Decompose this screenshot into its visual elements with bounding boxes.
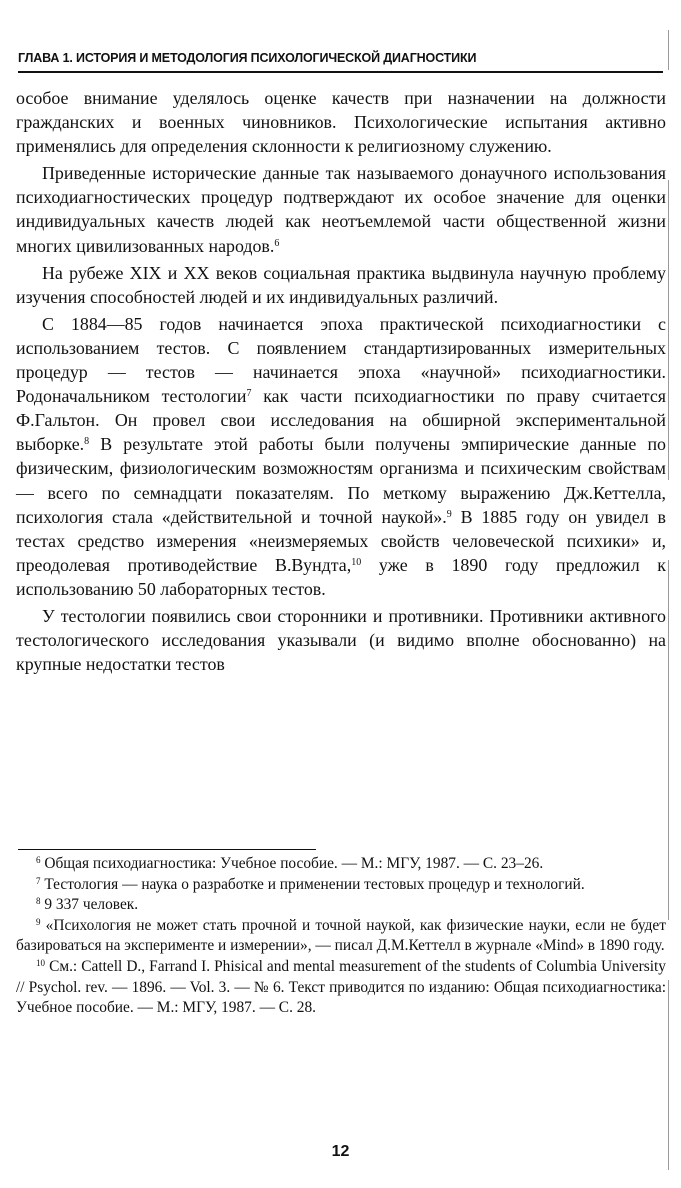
paragraph: особое внимание уделялось оценке качеств при назначении на должности гражданских и военных чиновников. Психологические испытания активно применялись для определения склонности к религиозному служению.: [16, 88, 666, 157]
footnote-text: 9 337 человек.: [44, 896, 139, 914]
footnote: [16, 854, 666, 875]
footnote-ref: 8: [84, 436, 90, 448]
paragraph-text: С 1884—85 годов начинается эпоха практической психодиагностики с использованием тестов. С появлением стандартизированных измерительных процедур — тестов — начинается эпоха «научной» психодиагностики. Родоначальником тестологии: [16, 313, 666, 407]
footnote: [16, 895, 666, 916]
paragraph: [16, 312, 666, 601]
running-head: ГЛАВА 1. ИСТОРИЯ И МЕТОДОЛОГИЯ ПСИХОЛОГИЧЕСКОЙ ДИАГНОСТИКИ: [18, 51, 477, 65]
paragraph: У тестологии появились свои сторонники и противники. Противники активного тестологического исследования указывали (и видимо вполне обоснованно) на крупные недостатки тестов: [16, 605, 666, 675]
paragraph-text: как части психодиагностики по праву считается Ф.Гальтон. Он провел свои исследования на обширной экспериментальной выборке.: [16, 386, 666, 455]
page-number: 12: [331, 1143, 350, 1160]
paragraph-text: В 1885 году он увидел в тестах средство измерения «неизмеряемых свойств человеческой психики» и, преодолевая противодействие В.Вундта,: [16, 506, 666, 575]
footnote-ref: 9: [446, 508, 452, 520]
body-text: [16, 86, 666, 676]
footnote: [16, 916, 666, 957]
footnote-text: Тестология — наука о разработке и применении тестовых процедур и технологий.: [44, 875, 585, 893]
paragraph-text: Приведенные исторические данные так называемого донаучного использования психодиагностических процедур подтверждают их особое значение для оценки индивидуальных качеств людей как неотъемлемой части общественной жизни многих цивилизованных народов.: [16, 163, 666, 256]
paragraph-text: В результате этой работы были получены эмпирические данные по физическим, физиологическим возможностям организма и психическим свойствам — всего по семнадцати показателям. По меткому выражению Дж.Кеттелла, психология стала «действительной и точной наукой».: [16, 434, 666, 527]
footnote-number: 9: [36, 916, 41, 927]
footnote-text: См.: Cattell D., Farrand I. Phisical and mental measurement of the students of Columbia University // Psychol. rev. — 1896. — Vol. 3. — № 6. Текст приводится по изданию: Общая психодиагностика: Учебное пособие. — М.: МГУ, 1987. — С. 28.: [16, 957, 666, 1017]
paragraph: На рубеже XIX и XX веков социальная практика выдвинула научную проблему изучения способностей людей и их индивидуальных различий.: [16, 262, 666, 307]
footnotes: [16, 854, 666, 1019]
footnote: [16, 957, 666, 1019]
header-rule: [18, 71, 663, 73]
footnote-text: «Психология не может стать прочной и точной наукой, как физические науки, если не будет базироваться на эксперименте и измерении», — писал Д.М.Кеттелл в журнале «Mind» в 1890 году.: [16, 916, 666, 955]
scan-edge-mark: [668, 560, 669, 920]
footnote-number: 10: [36, 957, 45, 968]
footnote-number: 8: [36, 896, 41, 907]
scan-edge-mark: [668, 180, 669, 480]
paragraph-text: уже в 1890 году предложил к использованию 50 лабораторных тестов.: [16, 554, 666, 599]
footnote-rule: [18, 849, 316, 850]
footnote-ref: 10: [351, 556, 362, 568]
footnote-number: 6: [36, 855, 41, 865]
footnote-text: Общая психодиагностика: Учебное пособие. — М.: МГУ, 1987. — С. 23–26.: [44, 855, 544, 872]
paragraph: [16, 161, 666, 257]
footnote-ref: 6: [274, 237, 280, 249]
footnote: [16, 875, 666, 896]
footnote-number: 7: [36, 875, 41, 886]
footnote-ref: 7: [246, 388, 252, 400]
scan-edge-mark: [668, 980, 669, 1170]
scan-edge-mark: [668, 30, 669, 70]
